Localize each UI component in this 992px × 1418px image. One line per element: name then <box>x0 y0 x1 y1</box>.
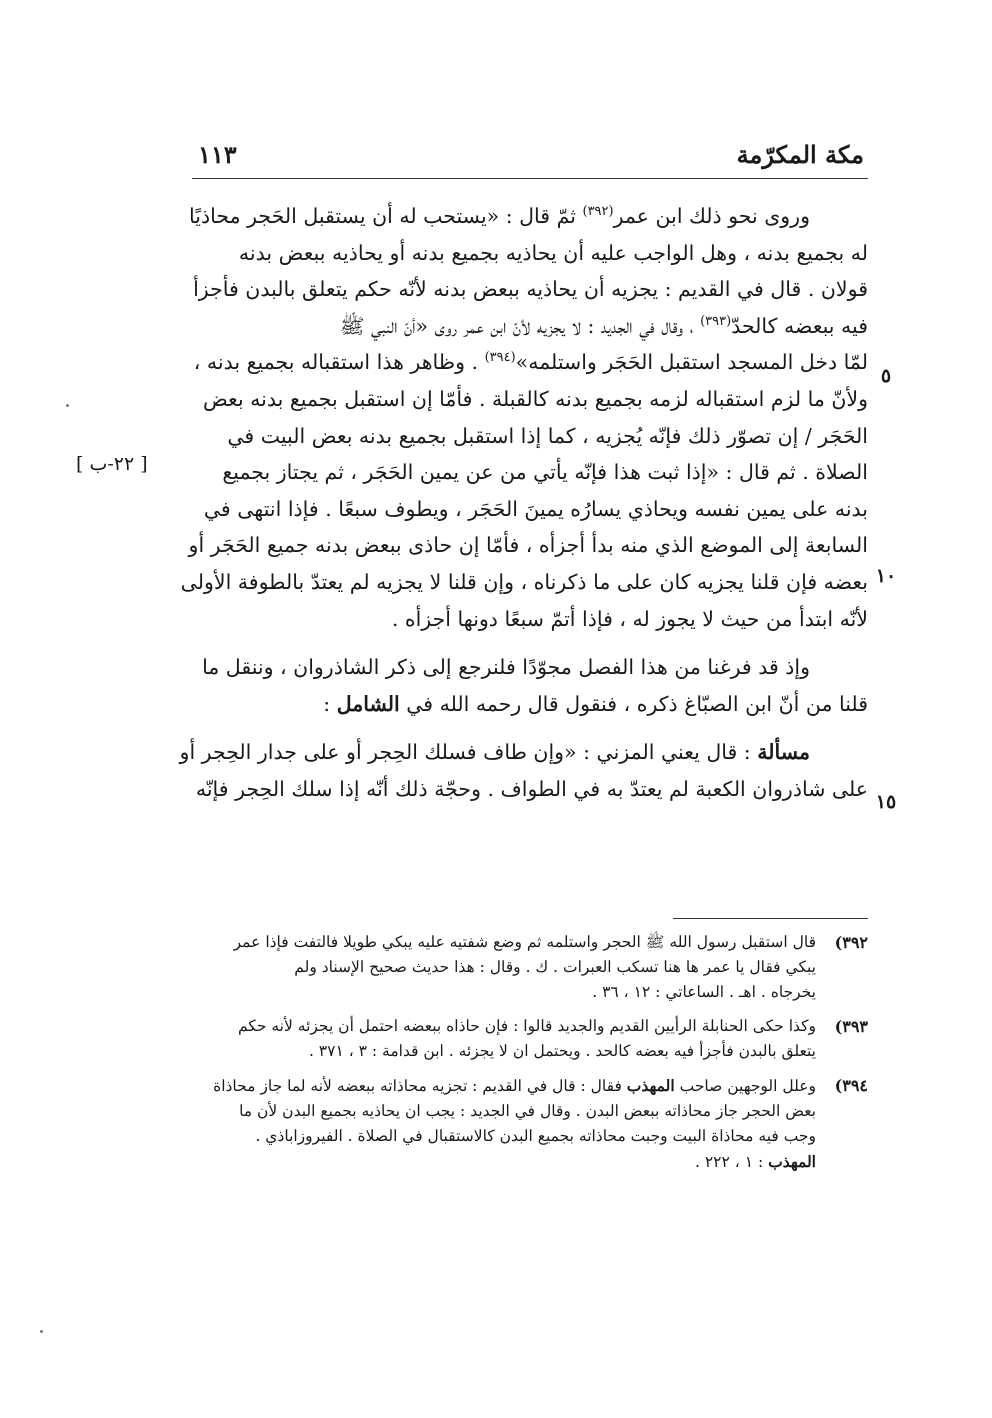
text-run: : ١ ، ٢٢٢ . <box>695 1153 764 1171</box>
footnote-line: وجب فيه محاذاة البيت وجبت محاذاته بجميع البدن كالاستقبال في الصلاة . الفيروزاباذي . <box>255 1127 816 1145</box>
text-run: فقال : قال في القديم : تجزيه محاذاته ببعضه لأنه لما جاز محاذاة <box>213 1077 622 1095</box>
text-run: لمّا دخل المسجد استقبل الحَجَر واستلمه» <box>515 350 868 375</box>
text-run: وعلل الوجهين صاحب <box>679 1077 816 1095</box>
main-text <box>179 198 868 808</box>
text-line: ولأنّ ما لزم استقباله لزمه بجميع بدنه كالقبلة . فأمّا إن استقبل بجميع بدنه بعض <box>202 386 868 411</box>
footnote-ref[interactable]: (٣٩٣) <box>700 313 732 329</box>
text-line <box>192 686 868 723</box>
footnote-number: ٣٩٤) <box>834 1076 868 1095</box>
text-line <box>192 308 868 345</box>
text-run: ، وقال في الجديد : لا يجزيه لأنّ ابن عمر روى «أنّ النبي ﷺ <box>339 313 694 338</box>
footnote-ref[interactable]: (٣٩٢) <box>582 204 614 220</box>
text-line: الحَجَر / إن تصوّر ذلك فإنّه يُجزيه ، كما إذا استقبل بجميع بدنه بعض البيت في <box>227 423 868 448</box>
footnote-text <box>178 930 816 1005</box>
header-rule <box>192 178 868 179</box>
text-run: قلنا من أنّ ابن الصبّاغ ذكره ، فنقول قال رحمه الله في <box>406 691 868 716</box>
text-run: : <box>323 691 331 716</box>
footnote-line: يخرجاه . اهـ . الساعاتي : ١٢ ، ٣٦ . <box>592 983 816 1001</box>
footnote-line: قال استقبل رسول الله ﷺ الحجر واستلمه ثم وضع شفتيه عليه يبكي طويلا فالتفت فإذا عمر <box>233 933 816 951</box>
running-head: مكة المكرّمة <box>736 140 864 169</box>
text-line: بعضه فإن قلنا يجزيه كان على ما ذكرناه ، وإن قلنا لا يجزيه لم يعتدّ بالطوفة الأولى <box>180 569 868 594</box>
footnote-number: ٣٩٢) <box>834 933 868 952</box>
text-line: لأنّه ابتدأ من حيث لا يجوز له ، فإذا أتمّ سبعًا دونها أجزأه . <box>391 606 868 631</box>
footnote-text <box>178 1014 816 1064</box>
paragraph <box>179 734 868 807</box>
footnote-line: بعض الحجر جاز محاذاته ببعض البدن . وقال في الجديد : يجب ان يحاذيه بجميع البدن لأن ما <box>239 1102 816 1120</box>
book-title: المهذب <box>626 1076 675 1095</box>
footnote-number: ٣٩٣) <box>834 1017 868 1036</box>
footnote <box>178 1014 868 1064</box>
text-line: الصلاة . ثم قال : «إذا ثبت هذا فإنّه يأتي من عن يمين الحَجَر ، ثم يجتاز بجميع <box>222 460 868 485</box>
page-number: ١١٣ <box>198 140 237 169</box>
footnotes <box>178 930 868 1184</box>
text-line: بدنه على يمين نفسه ويحاذي يسارُه يمينَ الحَجَر ، ويطوف سبعًا . فإذا انتهى في <box>203 496 868 521</box>
text-line: السابعة إلى الموضع الذي منه بدأ أجزأه ، فأمّا إن حاذى ببعض بدنه جميع الحَجَر أو <box>188 533 868 558</box>
text-run: . وظاهر هذا استقباله بجميع بدنه ، <box>193 350 479 375</box>
book-title: المهذب <box>768 1152 816 1171</box>
line-number-15: ١٥ <box>875 791 897 813</box>
footnote <box>178 930 868 1005</box>
footnote <box>178 1073 868 1175</box>
scan-speck <box>66 404 69 407</box>
scan-speck <box>40 1330 43 1333</box>
text-line: وإذ قد فرغنا من هذا الفصل مجوّدًا فلنرجع إلى ذكر الشاذروان ، وننقل ما <box>202 655 810 680</box>
line-number-5: ٥ <box>880 365 892 387</box>
footnote-text <box>178 1073 816 1175</box>
folio-marker: [ ٢٢-ب ] <box>76 453 148 475</box>
footnote-line <box>178 1073 816 1099</box>
text-run: : قال يعني المزني : «وإن طاف فسلك الحِجر أو على جدار الحِجر أو <box>179 740 751 765</box>
paragraph <box>192 649 868 722</box>
text-line <box>179 734 868 771</box>
text-line <box>192 344 868 381</box>
text-run: فيه ببعضه كالحدّ <box>731 313 868 338</box>
footnote-ref[interactable]: (٣٩٤) <box>484 350 516 366</box>
line-number-10: ١٠ <box>875 565 897 587</box>
text-line: قولان . قال في القديم : يجزيه أن يحاذيه ببعض بدنه لأنّه حكم يتعلق بالبدن فأجزأ <box>193 277 868 302</box>
footnote-rule <box>673 918 868 919</box>
text-line: على شاذروان الكعبة لم يعتدّ به في الطواف . وحجّة ذلك أنّه إذا سلك الحِجر فإنّه <box>195 776 868 801</box>
text-line: له بجميع بدنه ، وهل الواجب عليه أن يحاذيه بجميع بدنه أو يحاذيه ببعض بدنه <box>238 240 868 265</box>
footnote-line: يبكي فقال يا عمر ها هنا تسكب العبرات . ك . وقال : هذا حديث صحيح الإسناد ولم <box>294 958 816 976</box>
text-run: ثمّ قال : «يستحب له أن يستقبل الحَجر محاذيًا <box>189 204 576 228</box>
text-run: وروى نحو ذلك ابن عمر <box>613 204 810 228</box>
footnote-line: يتعلق بالبدن فأجزأ فيه بعضه كالحد . ويحتمل ان لا يجزئه . ابن قدامة : ٣ ، ٣٧١ . <box>308 1042 816 1060</box>
footnote-line <box>178 1149 816 1175</box>
text-line <box>189 198 868 235</box>
footnote-line: وكذا حكى الحنابلة الرأيين القديم والجديد قالوا : فإن حاذاه ببعضه احتمل أن يجزئه لأنه حكم <box>237 1017 816 1035</box>
masala-heading: مسألة <box>757 740 810 765</box>
paragraph <box>180 198 868 637</box>
book-title: الشامل <box>336 691 400 716</box>
